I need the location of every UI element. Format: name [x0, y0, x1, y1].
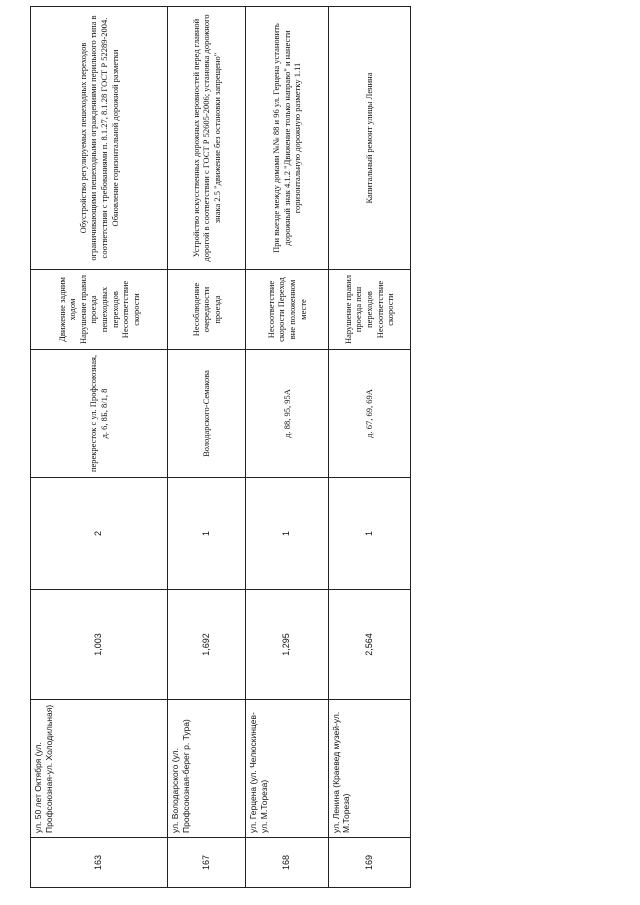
violation-types [328, 270, 410, 350]
row-number: 169 [328, 838, 410, 888]
street-section: ул. Ленина (Краевед музей-ул. М.Тореза) [328, 700, 410, 838]
incident-address: Володарского-Семакова [168, 350, 246, 478]
row-number: 168 [246, 838, 328, 888]
section-length: 1,003 [31, 590, 168, 700]
section-length: 2,564 [328, 590, 410, 700]
measure-item: Устройство искусственных дорожных неровностей перед главной дорогой в соответствии с ГОСТ Р 52605-2006; установка дорожного знака 2.5 "движение без остановки запрещено" [190, 14, 223, 262]
measure-item: Капитальный ремонт улицы Ленина [364, 72, 375, 204]
incident-count: 1 [246, 478, 328, 590]
row-number: 163 [31, 838, 168, 888]
violation-item: Несоответствие скорости Переход вне положенном месте [265, 277, 308, 342]
incident-count: 2 [31, 478, 168, 590]
section-length: 1,295 [246, 590, 328, 700]
planned-measures [168, 7, 246, 270]
incident-count: 1 [168, 478, 246, 590]
incident-address: д. 88, 95, 95А [246, 350, 328, 478]
planned-measures [328, 7, 410, 270]
incident-count: 1 [328, 478, 410, 590]
measure-item: Обновление горизонтальной дорожной разметки [109, 49, 120, 227]
violation-item: Нарушение правил проезда пеш переходов [342, 275, 375, 344]
section-length: 1,692 [168, 590, 246, 700]
incident-address: перекресток с ул. Профсоюзная, д. 6, 8Б, 8/1, 8 [31, 350, 168, 478]
street-section: ул. 50 лет Октября (ул. Профсоюзная-ул. Холодильная) [31, 700, 168, 838]
rotated-table-container [30, 7, 411, 888]
table-row [31, 7, 168, 888]
violation-types [31, 270, 168, 350]
data-table [30, 6, 411, 888]
measure-item: Обустройство регулируемых пешеходных переходов ограничивающими пешеходными ограждениями перильного типа в соответствии с требованиями п. 8.1.27, 8.1.28 ГОСТ Р 52289-2004. [77, 15, 110, 261]
violation-item: Несоблюдение очередности проезда [190, 282, 223, 337]
violation-types [168, 270, 246, 350]
violation-item: Движение задним ходом [56, 277, 78, 342]
street-section: ул. Герцена (ул. Челюскинцев-ул. М.Тореза) [246, 700, 328, 838]
violation-item: Несоответствие скорости [374, 280, 396, 339]
planned-measures [31, 7, 168, 270]
table-row [168, 7, 246, 888]
table-row [246, 7, 328, 888]
measure-item: При выезде между домами №№ 88 и 96 ул. Герцена установить дорожный знак 4.1.2 "Движение только направо" и нанести горизонтальную дорожную разметку 1.11 [271, 23, 303, 253]
violation-item: Несоответствие скорости [120, 280, 141, 339]
violation-types [246, 270, 328, 350]
row-number: 167 [168, 838, 246, 888]
street-section: ул. Володарского (ул. Профсоюзная-берег р. Тура) [168, 700, 246, 838]
violation-item: Нарушение правил проезда пешеходных переходов [77, 275, 120, 344]
table-row [328, 7, 410, 888]
planned-measures [246, 7, 328, 270]
incident-address: д. 67, 69, 69А [328, 350, 410, 478]
